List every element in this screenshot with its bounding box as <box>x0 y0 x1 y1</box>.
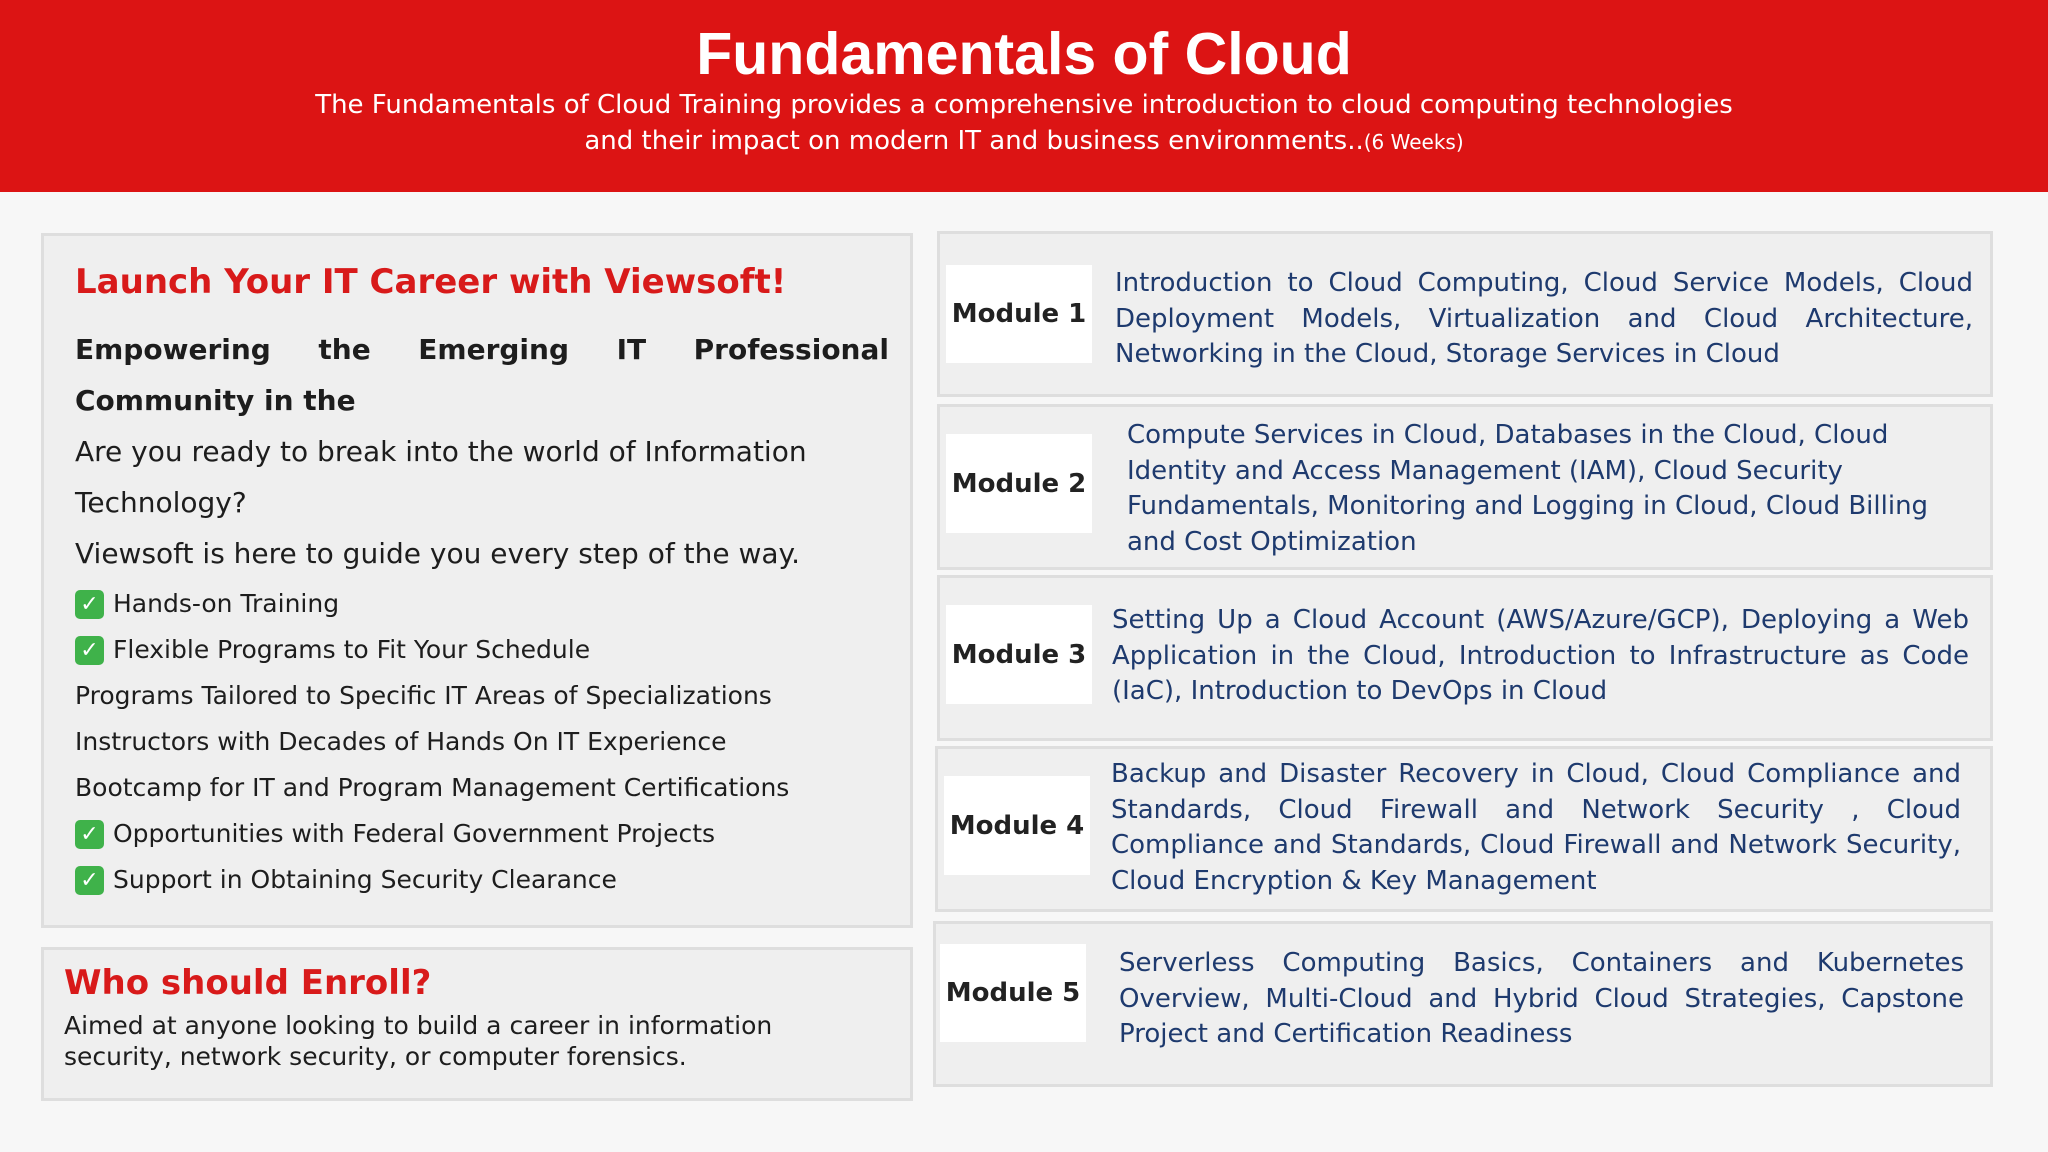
header-banner <box>0 0 2048 192</box>
feature-text: Hands-on Training <box>113 589 340 618</box>
module-card-4 <box>935 746 1993 912</box>
module-description: Compute Services in Cloud, Databases in the Cloud, Cloud Identity and Access Management (IAM), Cloud Security Fundamentals, Monitoring and Logging in Cloud, Cloud Billing and Cost Optimization <box>1127 420 1929 557</box>
page-title: Fundamentals of Cloud <box>696 21 1352 87</box>
module-description: Introduction to Cloud Computing, Cloud Service Models, Cloud Deployment Models, Virtualization and Cloud Architecture, Networking in the Cloud, Storage Services in Cloud <box>1115 268 1973 369</box>
description-text: and their impact on modern IT and business environments.. <box>584 126 1364 156</box>
enroll-text: Aimed at anyone looking to build a career in information security, network security, or computer forensics. <box>64 1011 773 1071</box>
module-card-3 <box>937 575 1993 741</box>
check-mark-icon: ✓ <box>75 636 104 665</box>
list-item <box>75 673 789 719</box>
list-item <box>75 627 789 673</box>
module-label: Module 3 <box>946 605 1092 704</box>
feature-text: Flexible Programs to Fit Your Schedule <box>113 635 591 664</box>
module-label: Module 5 <box>940 944 1086 1042</box>
module-card-1 <box>937 231 1993 397</box>
module-description: Backup and Disaster Recovery in Cloud, Cloud Compliance and Standards, Cloud Firewall and Network Security , Cloud Compliance and Standards, Cloud Firewall and Network Security, Cloud Encryption & Key Management <box>1111 759 1961 896</box>
feature-text: Instructors with Decades of Hands On IT Experience <box>75 727 727 756</box>
list-item <box>75 719 789 765</box>
check-mark-icon: ✓ <box>75 820 104 849</box>
module-label: Module 1 <box>946 265 1092 363</box>
check-mark-icon: ✓ <box>75 866 104 895</box>
list-item <box>75 857 789 903</box>
module-card-5 <box>933 921 1993 1087</box>
intro-text <box>75 426 915 579</box>
feature-list <box>75 581 789 903</box>
feature-text: Support in Obtaining Security Clearance <box>113 865 617 894</box>
module-description: Setting Up a Cloud Account (AWS/Azure/GCP), Deploying a Web Application in the Cloud, Introduction to Infrastructure as Code (IaC), Introduction to DevOps in Cloud <box>1112 605 1969 706</box>
list-item <box>75 811 789 857</box>
feature-text: Opportunities with Federal Government Projects <box>113 819 716 848</box>
launch-career-panel <box>41 233 913 928</box>
module-label: Module 4 <box>944 776 1090 875</box>
duration-label: (6 Weeks) <box>1363 130 1464 154</box>
feature-text: Bootcamp for IT and Program Management Certifications <box>75 773 790 802</box>
module-card-2 <box>937 404 1993 570</box>
list-item <box>75 765 789 811</box>
feature-text: Programs Tailored to Specific IT Areas of Specializations <box>75 681 772 710</box>
description-line-1: The Fundamentals of Cloud Training provides a comprehensive introduction to cloud computing technologies <box>315 90 1733 120</box>
description-line-2 <box>0 123 2048 160</box>
intro-question: Are you ready to break into the world of Information Technology? <box>75 435 807 519</box>
enroll-heading: Who should Enroll? <box>64 963 432 1003</box>
empowering-subheading: Empowering the Emerging IT Professional Community in the <box>75 333 889 417</box>
launch-heading: Launch Your IT Career with Viewsoft! <box>75 262 787 302</box>
intro-guide: Viewsoft is here to guide you every step of the way. <box>75 537 800 570</box>
list-item <box>75 581 789 627</box>
enroll-panel <box>41 947 913 1101</box>
check-mark-icon: ✓ <box>75 590 104 619</box>
module-label: Module 2 <box>946 434 1092 533</box>
module-description: Serverless Computing Basics, Containers and Kubernetes Overview, Multi-Cloud and Hybrid Cloud Strategies, Capstone Project and Certification Readiness <box>1119 948 1964 1049</box>
course-description <box>0 87 2048 160</box>
